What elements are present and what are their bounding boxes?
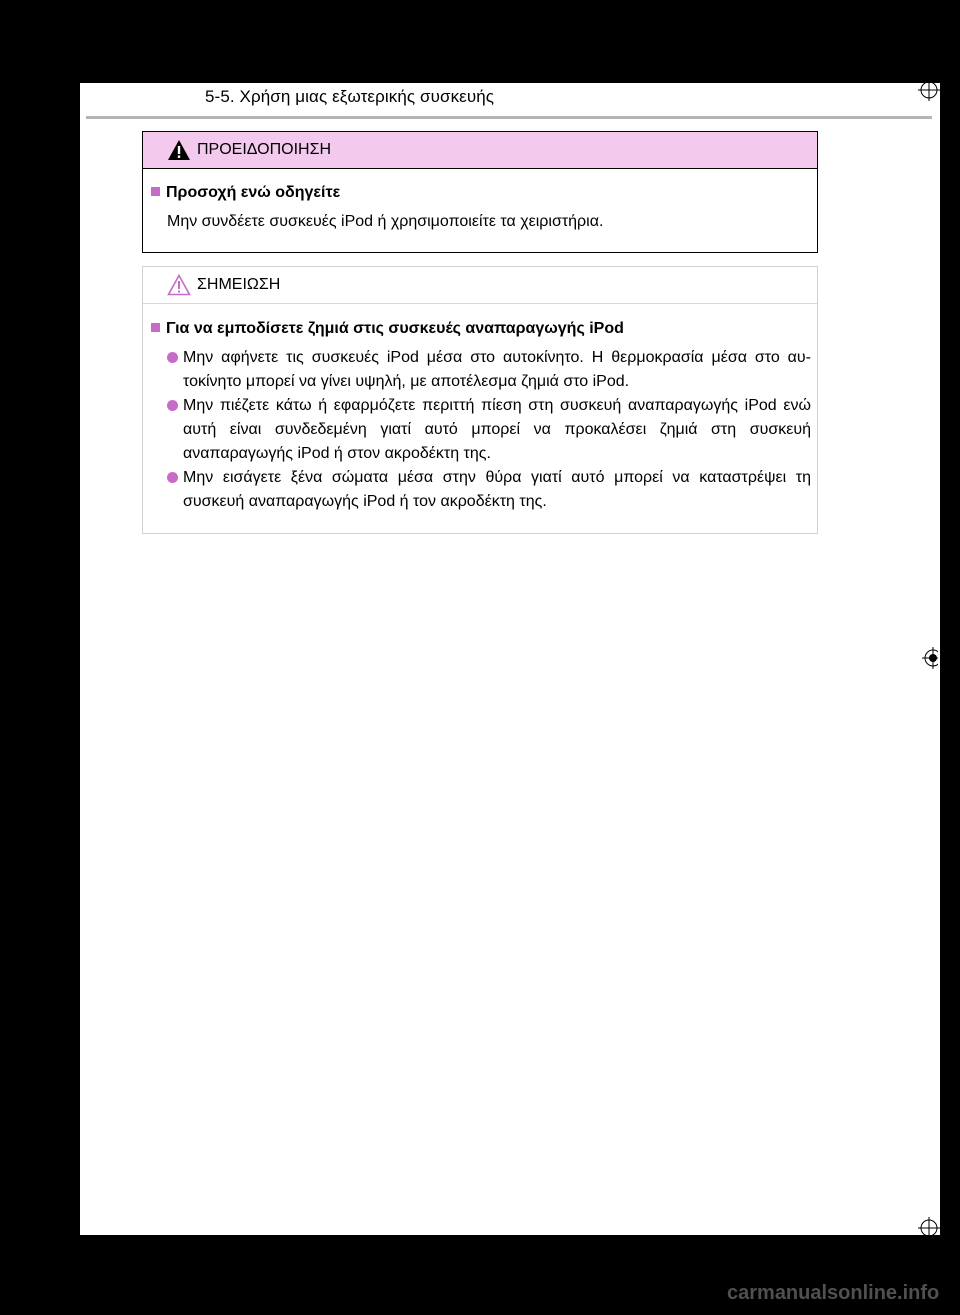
note-heading — [151, 320, 624, 338]
list-item — [167, 346, 811, 394]
note-label: ΣΗΜΕΙΩΣΗ — [197, 276, 281, 293]
bullet-text: Μην εισάγετε ξένα σώματα μέσα στην θύρα γιατί αυτό μπορεί να καταστρέψει τη συσκευή αναπαραγωγής iPod ή τον ακροδέκτη της. — [183, 469, 811, 510]
bullet-dot-icon — [167, 352, 178, 363]
warning-box — [142, 131, 818, 253]
bullet-dot-icon — [167, 472, 178, 483]
registration-crosshair-icon — [918, 1217, 940, 1239]
crop-mark — [938, 110, 940, 130]
note-header — [143, 267, 817, 304]
list-item — [167, 466, 811, 514]
square-bullet-icon — [151, 323, 160, 332]
warning-header — [143, 132, 817, 169]
bullet-text: Μην αφήνετε τις συσκευές iPod μέσα στο αυτοκίνητο. Η θερμοκρασία μέσα στο αυ- τοκίνητο μπορεί να γίνει υψηλή, με αποτέλεσμα ζημιά στο iPod. — [183, 349, 811, 390]
warning-label: ΠΡΟΕΙΔΟΠΟΙΗΣΗ — [197, 141, 332, 158]
watermark: carmanualsonline.info — [727, 1282, 940, 1304]
list-item — [167, 394, 811, 466]
manual-page — [80, 83, 940, 1235]
registration-crosshair-icon — [922, 647, 944, 669]
warning-text: Μην συνδέετε συσκευές iPod ή χρησιμοποιείτε τα χειριστήρια. — [167, 213, 604, 230]
warning-triangle-icon — [167, 139, 191, 161]
warning-heading-text: Προσοχή ενώ οδηγείτε — [166, 184, 341, 201]
bullet-dot-icon — [167, 400, 178, 411]
bullet-text: Μην πιέζετε κάτω ή εφαρμόζετε περιττή πίεση στη συσκευή αναπαραγωγής iPod ενώ αυτή είναι συνδεδεμένη γιατί αυτό μπορεί να προκαλέσει ζημιά στη συσκευή αναπαραγωγής iPod ή στον ακροδέκτη της. — [183, 397, 811, 462]
crop-mark — [938, 610, 940, 705]
note-heading-text: Για να εμποδίσετε ζημιά στις συσκευές αναπαραγωγής iPod — [166, 320, 624, 337]
square-bullet-icon — [151, 187, 160, 196]
caution-triangle-outline-icon — [167, 274, 191, 296]
header-rule — [86, 116, 932, 119]
note-box — [142, 266, 818, 534]
crop-mark — [938, 1185, 940, 1215]
section-title: 5-5. Χρήση μιας εξωτερικής συσκευής — [205, 87, 495, 106]
registration-crosshair-icon — [918, 79, 940, 101]
warning-heading — [151, 184, 340, 202]
